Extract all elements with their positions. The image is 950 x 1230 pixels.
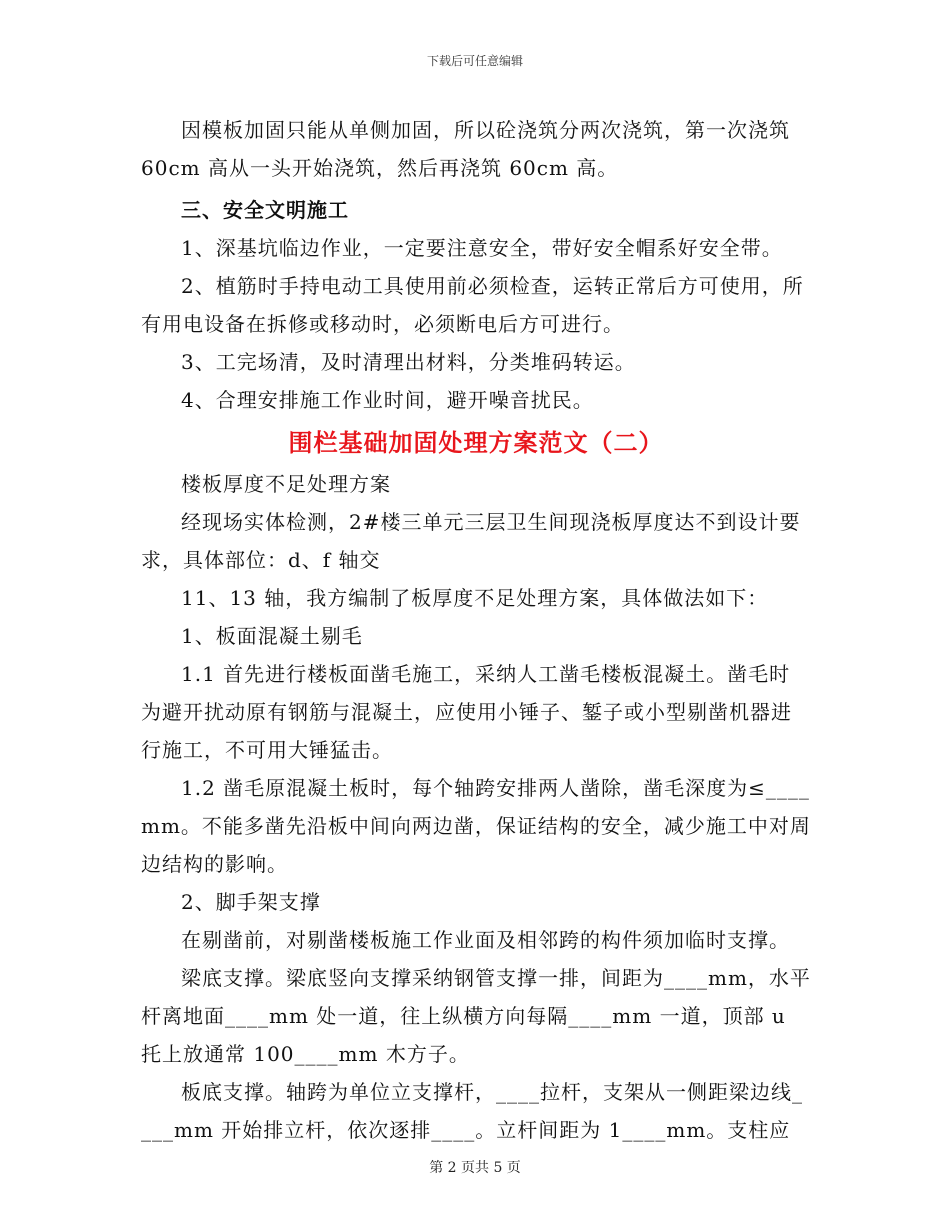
document-title: 围栏基础加固处理方案范文（二） [288, 428, 664, 457]
paragraph: 因模板加固只能从单侧加固，所以砼浇筑分两次浇筑，第一次浇筑 60cm 高从一头开始浇筑，然后再浇筑 60cm 高。 [141, 118, 790, 180]
section-heading: 三、安全文明施工 [181, 198, 349, 222]
paragraph: 板底支撑。轴跨为单位立支撑杆，____拉杆，支架从一侧距梁边线____mm 开始排立杆，依次逐排____。立杆间距为 1____mm。支柱应 [141, 1080, 803, 1142]
page-footer: 第 2 页共 5 页 [429, 1160, 521, 1176]
list-item: 2、植筋时手持电动工具使用前必须检查，运转正常后方可使用，所有用电设备在拆修或移动时，必须断电后方可进行。 [141, 274, 804, 336]
paragraph: 11、13 轴，我方编制了板厚度不足处理方案，具体做法如下： [181, 586, 769, 610]
sub-heading: 1、板面混凝土剔毛 [181, 624, 363, 648]
list-item: 1、深基坑临边作业，一定要注意安全，带好安全帽系好安全带。 [181, 236, 783, 260]
sub-heading: 2、脚手架支撑 [181, 890, 321, 914]
subtitle: 楼板厚度不足处理方案 [181, 472, 391, 496]
list-item: 4、合理安排施工作业时间，避开噪音扰民。 [181, 388, 594, 412]
paragraph: 在剔凿前，对剔凿楼板施工作业面及相邻跨的构件须加临时支撑。 [181, 928, 790, 952]
paragraph: 1.2 凿毛原混凝土板时，每个轴跨安排两人凿除，凿毛深度为≤____mm。不能多凿先沿板中间向两边凿，保证结构的安全，减少施工中对周边结构的影响。 [141, 776, 811, 876]
page-header: 下载后可任意编辑 [426, 54, 523, 68]
document-body [141, 111, 811, 1149]
paragraph: 1.1 首先进行楼板面凿毛施工，采纳人工凿毛楼板混凝土。凿毛时为避开扰动原有钢筋与混凝土，应使用小锤子、錾子或小型剔凿机器进行施工，不可用大锤猛击。 [141, 662, 792, 762]
list-item: 3、工完场清，及时清理出材料，分类堆码转运。 [181, 350, 636, 374]
paragraph: 经现场实体检测，2#楼三单元三层卫生间现浇板厚度达不到设计要求，具体部位：d、f 轴交 [141, 510, 801, 572]
paragraph: 梁底支撑。梁底竖向支撑采纳钢管支撑一排，间距为____mm，水平杆离地面____mm 处一道，往上纵横方向每隔____mm 一道，顶部 u 托上放通常 100____mm 木方子。 [141, 966, 811, 1066]
